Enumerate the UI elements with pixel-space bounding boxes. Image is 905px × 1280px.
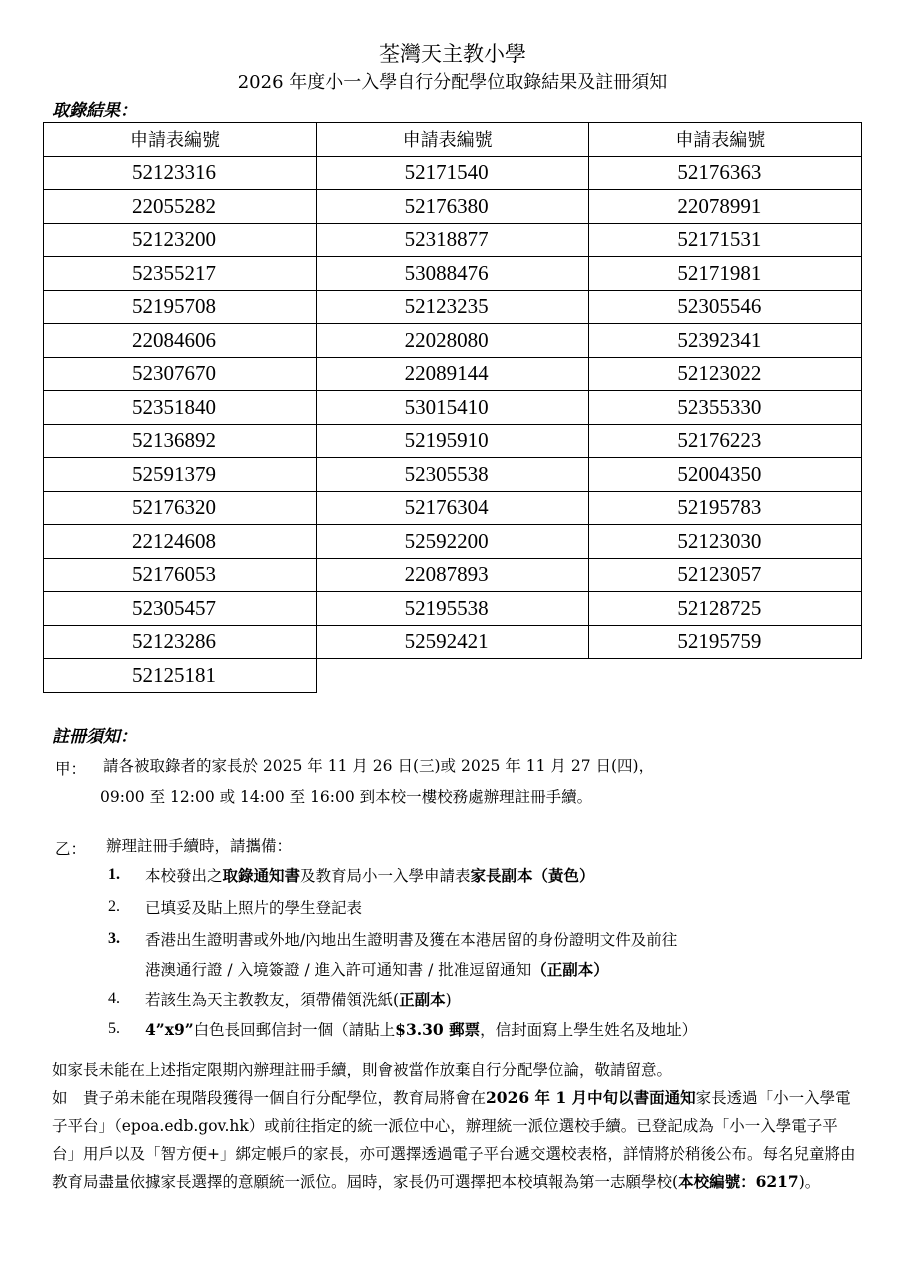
item-a-line1: 請各被取錄者的家長於 2025 年 11 月 26 日(三)或 2025 年 11 月 27 日(四)，	[103, 757, 655, 775]
table-row	[44, 324, 862, 358]
application-number: 52351840	[44, 391, 317, 425]
application-number: 52176363	[589, 156, 862, 190]
application-number: 52592200	[316, 525, 589, 559]
application-number: 52123030	[589, 525, 862, 559]
item-a-line2: 09:00 至 12:00 或 14:00 至 16:00 到本校一樓校務處辦理註冊手續。	[100, 788, 593, 806]
application-number: 52171531	[589, 223, 862, 257]
list-item-4: 若該生為天主教教友，須帶備領洗紙(正副本)	[145, 990, 452, 1009]
application-number: 52305538	[316, 458, 589, 492]
list-item-1: 本校發出之取錄通知書及教育局小一入學申請表家長副本（黃色）	[145, 866, 595, 885]
application-number: 52195910	[316, 424, 589, 458]
application-number: 52123057	[589, 558, 862, 592]
column-header: 申請表編號	[44, 123, 317, 157]
application-number: 52592421	[316, 625, 589, 659]
registration-heading: 註冊須知：	[52, 727, 137, 747]
application-number: 22078991	[589, 190, 862, 224]
application-number: 52195538	[316, 592, 589, 626]
application-number: 52305546	[589, 290, 862, 324]
application-number: 22089144	[316, 357, 589, 391]
list-number: 4.	[108, 990, 120, 1007]
application-number: 52123200	[44, 223, 317, 257]
application-number: 52318877	[316, 223, 589, 257]
column-header: 申請表編號	[316, 123, 589, 157]
list-number: 5.	[108, 1020, 120, 1037]
application-number: 52123022	[589, 357, 862, 391]
application-number: 52195759	[589, 625, 862, 659]
results-heading: 取錄結果：	[52, 101, 137, 121]
list-item-5: 4”x9”白色長回郵信封一個（請貼上$3.30 郵票，信封面寫上學生姓名及地址）	[145, 1020, 698, 1039]
table-row	[44, 525, 862, 559]
item-b-label: 乙：	[55, 840, 87, 858]
application-number: 52176053	[44, 558, 317, 592]
application-number: 52176223	[589, 424, 862, 458]
list-item-3-line1: 香港出生證明書或外地/內地出生證明書及獲在本港居留的身份證明文件及前往	[145, 931, 678, 949]
application-number: 52171540	[316, 156, 589, 190]
admission-results-table	[43, 122, 862, 693]
notice-paragraph-1: 如家長未能在上述指定限期內辦理註冊手續，則會被當作放棄自行分配學位論，敬請留意。	[52, 1061, 673, 1079]
application-number: 22084606	[44, 324, 317, 358]
application-number: 52355330	[589, 391, 862, 425]
list-number: 2.	[108, 898, 120, 915]
application-number: 52123286	[44, 625, 317, 659]
table-row	[44, 491, 862, 525]
application-number: 52176320	[44, 491, 317, 525]
empty-cell	[589, 659, 862, 693]
table-row	[44, 223, 862, 257]
table-row	[44, 257, 862, 291]
application-number: 52305457	[44, 592, 317, 626]
application-number: 22028080	[316, 324, 589, 358]
application-number: 52171981	[589, 257, 862, 291]
table-header-row	[44, 123, 862, 157]
list-number: 1.	[108, 866, 120, 883]
list-number: 3.	[108, 930, 120, 947]
application-number: 22124608	[44, 525, 317, 559]
application-number: 52355217	[44, 257, 317, 291]
results-body	[44, 156, 862, 692]
application-number: 22087893	[316, 558, 589, 592]
column-header: 申請表編號	[589, 123, 862, 157]
table-row	[44, 156, 862, 190]
application-number: 52392341	[589, 324, 862, 358]
application-number: 52136892	[44, 424, 317, 458]
application-number: 52195708	[44, 290, 317, 324]
notice-paragraph-2: 如 貴子弟未能在現階段獲得一個自行分配學位，教育局將會在2026 年 1 月中旬以書面通知家長透過「小一入學電子平台」（epoa.edb.gov.hk）或前往指定的統一派位中心，辦理統一派位選校手續。已登記成為「小一入學電子平台」用戶以及「智方便+」綁定帳戶的家長，亦可選擇透過電子平台遞交選校表格，詳情將於稍後公布。每名兒童將由教育局盡量依據家長選擇的意願統一派位。屆時，家長仍可選擇把本校填報為第一志願學校(本校編號：6217)。	[52, 1088, 856, 1191]
list-item-2: 已填妥及貼上照片的學生登記表	[145, 899, 363, 917]
application-number: 22055282	[44, 190, 317, 224]
application-number: 52307670	[44, 357, 317, 391]
application-number: 52123235	[316, 290, 589, 324]
empty-cell	[316, 659, 589, 693]
application-number: 52125181	[44, 659, 317, 693]
table-row	[44, 592, 862, 626]
item-b-intro: 辦理註冊手續時，請攜備：	[106, 837, 293, 855]
application-number: 52591379	[44, 458, 317, 492]
application-number: 53088476	[316, 257, 589, 291]
table-row	[44, 625, 862, 659]
table-row	[44, 458, 862, 492]
table-row	[44, 357, 862, 391]
application-number: 52123316	[44, 156, 317, 190]
item-a-label: 甲：	[55, 760, 87, 778]
document-title: 2026 年度小一入學自行分配學位取錄結果及註冊須知	[237, 72, 668, 93]
table-row	[44, 659, 862, 693]
application-number: 53015410	[316, 391, 589, 425]
school-name: 荃灣天主教小學	[379, 42, 526, 66]
table-row	[44, 558, 862, 592]
list-item-3-line2: 港澳通行證 / 入境簽證 / 進入許可通知書 / 批准逗留通知（正副本）	[145, 960, 609, 979]
application-number: 52128725	[589, 592, 862, 626]
application-number: 52176380	[316, 190, 589, 224]
application-number: 52195783	[589, 491, 862, 525]
application-number: 52176304	[316, 491, 589, 525]
table-row	[44, 190, 862, 224]
table-row	[44, 290, 862, 324]
table-row	[44, 424, 862, 458]
table-row	[44, 391, 862, 425]
application-number: 52004350	[589, 458, 862, 492]
